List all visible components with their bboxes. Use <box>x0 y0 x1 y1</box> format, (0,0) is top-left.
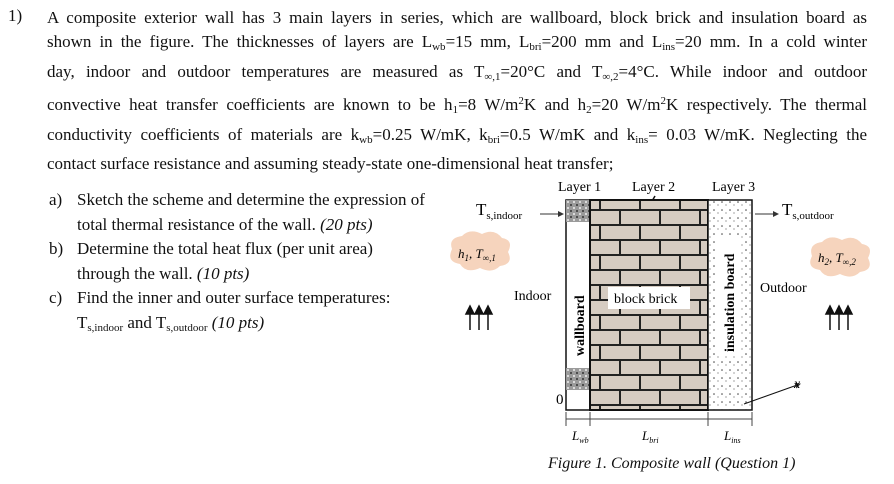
figure-caption: Figure 1. Composite wall (Question 1) <box>548 455 796 472</box>
layer-2-label: Layer 2 <box>632 180 676 195</box>
part-c-points: (10 pts) <box>211 312 265 332</box>
wallboard-top-texture <box>566 200 590 222</box>
t-s-outdoor-label: $T_{s,outdoor}$ <box>782 200 834 222</box>
part-a-text-1: Sketch the scheme and determine the expression of <box>77 190 425 209</box>
layer-1-label: Layer 1 <box>558 180 602 195</box>
indoor-label: Indoor <box>514 289 552 304</box>
h1-label: $h_1$, $T_{\infty,1}$ <box>458 246 496 263</box>
l-bri-label: $L_{bri}$ <box>642 428 659 445</box>
problem-line-2: shown in the figure. The thicknesses of layers are $L_{wb}=15$ mm, $L_{bri}=200$ mm and $L_{ins}=20$ mm. In a cold winter <box>47 32 867 54</box>
problem-line-4: convective heat transfer coefficients are known to be $h_1=8$ $W/m^2K$ and $h_2=20$ $W/m^2K$ respectively. The thermal <box>47 95 868 117</box>
wallboard-label: wallboard <box>573 295 588 356</box>
outdoor-flow-arrows <box>826 306 852 330</box>
part-a-text-2: total thermal resistance of the wall. (20 pts) <box>77 214 373 234</box>
problem-line-3: day, indoor and outdoor temperatures are measured as $T_{\infty,1}=20^\circ C$ and $T_{\infty,2}=4^\circ C$. While indoor and outdoor <box>47 61 867 83</box>
insulation-label: insulation board <box>723 253 738 352</box>
indoor-flow-arrows <box>466 306 492 330</box>
part-c-text-1: Find the inner and outer surface temperatures: <box>77 288 391 308</box>
h2-label: $h_2$, $T_{\infty,2}$ <box>818 250 856 267</box>
part-b-text-1: Determine the total heat flux (per unit area) <box>77 239 373 259</box>
problem-line-6: contact surface resistance and assuming steady-state one-dimensional heat transfer; <box>47 154 614 174</box>
part-b-points: (10 pts) <box>196 263 250 283</box>
block-brick-label: block brick <box>614 292 678 307</box>
problem-line-5: conductivity coefficients of materials are $k_{wb}=0.25$ W/mK, $k_{bri}=0.5$ W/mK and $k_{ins}= 0.03$ W/mK. Neglecting the <box>47 124 868 146</box>
part-b-text-2: through the wall. (10 pts) <box>77 263 250 283</box>
outdoor-label: Outdoor <box>760 281 807 296</box>
l-ins-label: $L_{ins}$ <box>724 428 741 445</box>
part-a-points: (20 pts) <box>320 214 373 234</box>
l-wb-label: $L_{wb}$ <box>572 428 589 445</box>
part-b-label: b) <box>49 239 64 259</box>
dimension-lines <box>566 412 752 426</box>
t-s-indoor-label: $T_{s,indoor}$ <box>476 200 523 222</box>
origin-label: 0 <box>556 392 564 408</box>
layer-3-label: Layer 3 <box>712 180 756 195</box>
part-c-text-2: $T_{s,indoor}$ and $T_{s,outdoor}$ (10 pts) <box>77 312 265 334</box>
problem-line-1: A composite exterior wall has 3 main layers in series, which are wallboard, block brick and insulation board as <box>47 8 867 27</box>
question-number: 1) <box>8 6 23 25</box>
part-c-label: c) <box>49 288 63 308</box>
x-axis-label: x <box>794 377 801 392</box>
part-a-label: a) <box>49 190 63 209</box>
wallboard-bottom-texture <box>566 368 590 390</box>
